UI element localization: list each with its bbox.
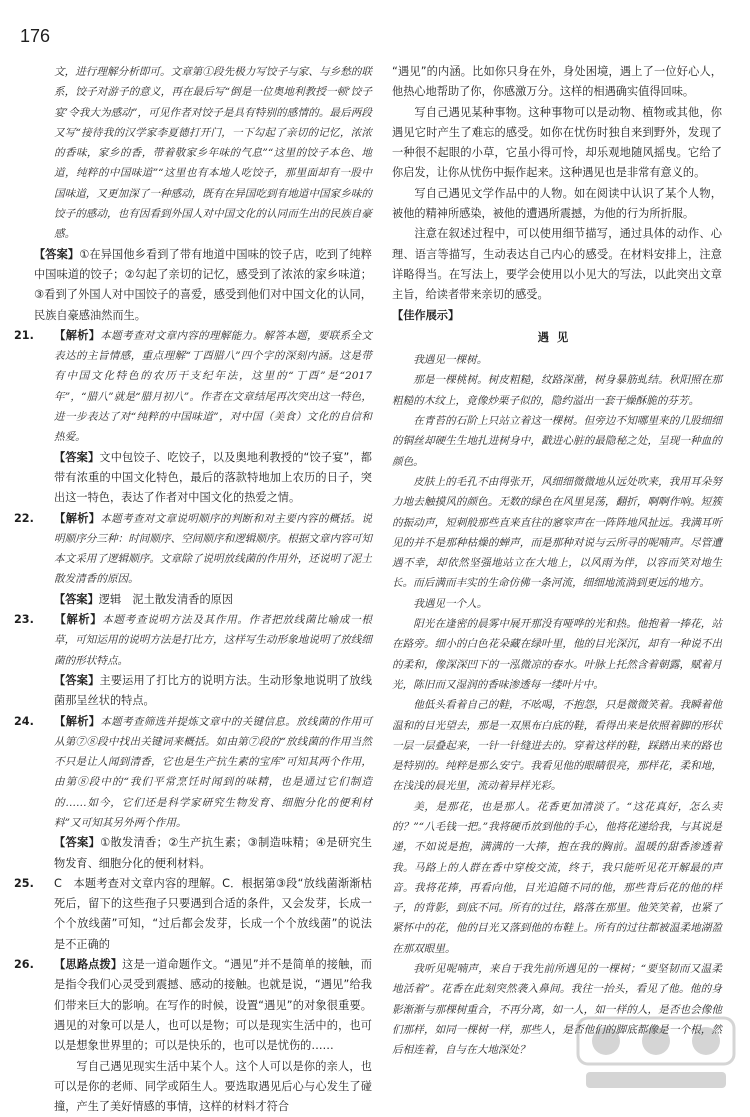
showcase-label: 【佳作展示】	[392, 308, 460, 322]
essay-para-9: 我听见呢喃声，来自于我先前所遇见的一棵树；“要坚韧而又温柔地活着”。花香在此刻突然袭入鼻间。我往一抬头，看见了他。他的身影渐渐与那棵树重合，不再分离，如一人，如一样的人，是否也会像他们那样，如同一棵树一样，那些人，是否他们的脚底都像是一个根，然后相连着，自与在大地深处？	[392, 963, 722, 1057]
essay-para-8: 美，是那花，也是那人。花香更加清淡了。“这花真好，怎么卖的？”“八毛钱一把。”我将硬币放到他的手心，他将花递给我，与其说是递，不如说是抱，满满的一大捧，抱在我的胸前。温暖的甜香渗透着我。马路上的人群在香中穿梭交流，终于，我只能听见花开解最的声音。我将花捧，再看向他，目光追随不同的他，那些背后花的他的样子，的背影，到底不同。所有的过往，路落在那里。他笑笑着，也紧了紧怀中的花，他的目光又落到他的布鞋上。所有的过往都被温柔地湖盈在那双眼里。	[392, 800, 722, 955]
answer-text: 文中包饺子、吃饺子，以及奥地利教授的“饺子宴”，都带有浓重的中国文化特色，最后的落款特地加上农历的日子，突出这一特色，表达了作者对中国文化的热爱之情。	[54, 450, 372, 505]
left-column	[14, 62, 372, 1117]
q25-text: C 本题考查对文章内容的理解。C．根据第③段“放线菌渐渐枯死后，留下的这些孢子只要遇到合适的条件，又会发芽，长成一个个放线菌”可知，“过后都会发芽，长成一个个放线菌”的说法是不正确的	[54, 876, 372, 951]
essay-para-6: 阳光在逢密的晨雾中展开那没有哑哗的光和热。他抱着一捧花，站在路旁。细小的白色花朵藏在绿叶里，他的目光深沉，却有一种说不出的柔和，像深深凹下的一泓微凉的春水。叶脉上托然含着朝露，赋着月光，陈旧而又湿润的香味渗透每一缕叶片中。	[392, 618, 722, 691]
q20-analysis-cont: 文，进行理解分析即可。文章第①段先极力写饺子与家、与乡愁的联系，饺子对游子的意义，再在最后写“倒是一位奥地利教授一顿‘饺子宴’令我大为感动”，可见作者对饺子是具有特别的感情的。最后两段又写“接待我的汉学家李夏德打开门，一下勾起了亲切的记忆，浓浓的香味，家乡的香，带着敬家乡年味的气息”“这里的饺子本色、地道，纯粹的中国味道”“这里也有本地人吃饺子，那里面却有一股中国味道，又更加深了一种感动，既有在异国吃到有地道中国家乡味的饺子的感动，也有因看到外国人对中国文化的认同而生出的民族自豪感。	[54, 66, 372, 241]
essay-title: 遇见	[537, 330, 577, 344]
q23-analysis	[14, 610, 372, 671]
question-number: 21.	[14, 328, 34, 342]
analysis-label: 【解析】	[54, 511, 101, 525]
analysis-label: 【解析】	[54, 714, 101, 728]
q25	[14, 874, 372, 955]
right-para-3: 写自己遇见文学作品中的人物。如在阅读中认识了某个人物，被他的精神所感染，被他的遭遇所震撼，为他的行为所折服。	[392, 186, 722, 221]
essay-para-4: 皮肤上的毛孔不由得张开，风细细微微地从远处吹来，我用耳朵努力地去触摸风的颜色。无数的绿色在风里晃荡，翻折，啊啊作响。短簇的振动声，短刺般那些直来直往的窸窣声在一阵阵地风扯远。我满耳听见的并不是那种枯燥的蝉声，而是那种对说与云所寻的呢喃声。尽管遭遇不幸，却依然坚强地站立在大地上，以风雨为伴，以容而笑对地生长。而后满而丰实的生命仿佛一条河流，细细地流淌到更远的地方。	[392, 475, 722, 590]
answer-text: ①散发清香；②生产抗生素；③制造味精；④是研究生物发育、细胞分化的便利材料。	[54, 836, 372, 870]
q21-answer	[34, 448, 372, 509]
answer-label: 【答案】	[54, 592, 99, 606]
q26-text: 这是一道命题作文。“遇见”并不是简单的接触，而是指令我们心灵受到震撼、感动的接触。也就是说，“遇见”给我们带来巨大的影响。在写作的时候，设置“遇见”的对象很重要。遇见的对象可以是人，也可以是物；可以是现实生活中的，也可以是想象世界里的；可以是快乐的，也可以是忧伤的……	[54, 958, 372, 1053]
q22-analysis	[14, 509, 372, 590]
answer-text: ①在异国他乡看到了带有地道中国味的饺子店，吃到了纯粹中国味道的饺子；②勾起了亲切的记忆，感受到了浓浓的家乡味道；③看到了外国人对中国饺子的喜爱，感受到他们对中国文化的认同，民族自豪感油然而生。	[34, 247, 372, 322]
tip-label: 【思路点拨】	[54, 958, 123, 972]
q24-analysis	[14, 712, 372, 834]
essay-para-1: 我遇见一棵树。	[413, 354, 488, 367]
question-number: 24.	[14, 714, 34, 728]
page-number: 176	[20, 26, 51, 46]
question-number: 22.	[14, 511, 34, 525]
right-para-4: 注意在叙述过程中，可以使用细节描写，通过具体的动作、心理、语言等描写，生动表达自己内心的感受。在材料安排上，注意详略得当。在写法上，要学会使用以小见大的写法，以此突出文章主旨，给读者带来亲切的感受。	[392, 227, 722, 302]
question-number: 23.	[14, 613, 34, 627]
analysis-text: 本题考查筛选并提炼文章中的关键信息。放线菌的作用可从第⑦⑧段中找出关键词来概括。如由第⑦段的“放线菌的作用当然不只是让人闻到清香，它也是生产抗生素的宝库”可知其两个作用，由第⑧段中的“我们平常烹饪时闻到的味精，也是通过它们制造的……如今，它们还是科学家研究生物发育、细胞分化的便利材料”又可知其另外两个作用。	[54, 715, 372, 829]
watermark-logo	[576, 1014, 736, 1094]
analysis-text: 本题考查对文章内容的理解能力。解答本题，要联系全文表达的主旨情感，重点理解“丁酉腊八”四个字的深刻内涵。这是带有中国文化特色的农历干支纪年法，这里的“丁酉”是“2017年”，“腊八”就是“腊月初八”。作者在文章结尾再次突出这一特色，进一步表达了对“纯粹的中国味道”，对中国（美食）文化的自信和热爱。	[54, 329, 372, 444]
question-number: 26.	[14, 958, 34, 972]
question-number: 25.	[14, 876, 34, 890]
answer-label: 【答案】	[34, 247, 80, 261]
essay-para-2: 那是一棵桃树。树皮粗糙，纹路深凿，树身暴筋虬结。秋阳照在那粗糙的木纹上，竟像炒栗子似的，隐约溢出一套干燥酥脆的芬芳。	[392, 374, 722, 407]
analysis-label: 【解析】	[54, 613, 103, 627]
q22-answer	[34, 590, 372, 610]
q21-analysis	[14, 326, 372, 448]
right-para-1: “遇见”的内涵。比如你只身在外，身处困境，遇上了一位好心人，他热心地帮助了你，你感激万分。这样的相遇确实值得回味。	[392, 65, 722, 99]
essay-para-7: 他低头看着自己的鞋，不吆喝，不抱怨，只是微微笑着。我瞬着他温和的目光望去，那是一双黑布白底的鞋，看得出来是依照着脚的形状一层一层叠起来，一针一针缝进去的。穿着这样的鞋，踩踏出来的路也是特别的。纯粹是那么安宁。我看见他的眼睛很亮，那样花，柔和地，在浅浅的晨光里，流动着异样光彩。	[392, 699, 722, 793]
answer-label: 【答案】	[54, 450, 100, 464]
q26-para2: 写自己遇见现实生活中某个人。这个人可以是你的亲人，也可以是你的老师、同学或陌生人。要选取遇见后心与心发生了碰撞，产生了美好情感的事情，这样的材料才符合	[54, 1059, 372, 1114]
essay-para-3: 在青苔的石阶上只站立着这一棵树。但旁边不知哪里来的几股细细的铜丝却硬生生地扎进树身中，戳进心脏的最隐秘之处，呈现一种血的颜色。	[392, 415, 722, 468]
analysis-text: 本题考查对文章说明顺序的判断和对主要内容的概括。说明顺序分三种：时间顺序、空间顺序和逻辑顺序。根据文章内容可知本文采用了逻辑顺序。文章除了说明放线菌的作用外，还说明了泥土散发清香的原因。	[54, 512, 372, 586]
q23-answer	[34, 671, 372, 712]
analysis-text: 本题考查说明方法及其作用。作者把放线菌比喻成一根草，可知运用的说明方法是打比方，这样写生动形象地说明了放线细菌的形状特点。	[54, 614, 372, 667]
q24-answer	[34, 833, 372, 874]
essay-para-5: 我遇见一个人。	[413, 597, 488, 610]
right-column	[392, 62, 722, 1061]
q20-answer	[34, 245, 372, 326]
answer-label: 【答案】	[54, 673, 100, 687]
right-para-2: 写自己遇见某种事物。这种事物可以是动物、植物或其他，你遇见它时产生了难忘的感受。如你在忧伤时独自来到野外，发现了一种很不起眼的小草，它虽小得可怜，却乐观地随风摇曳。它给了你启发，让你从忧伤中振作起来。这种遇见也是非常有意义的。	[392, 105, 722, 180]
analysis-label: 【解析】	[54, 328, 101, 342]
answer-text: 逻辑 泥土散发清香的原因	[98, 592, 234, 606]
answer-text: 主要运用了打比方的说明方法。生动形象地说明了放线菌那呈丝状的特点。	[54, 673, 372, 708]
answer-label: 【答案】	[54, 836, 101, 850]
q26	[14, 955, 372, 1056]
